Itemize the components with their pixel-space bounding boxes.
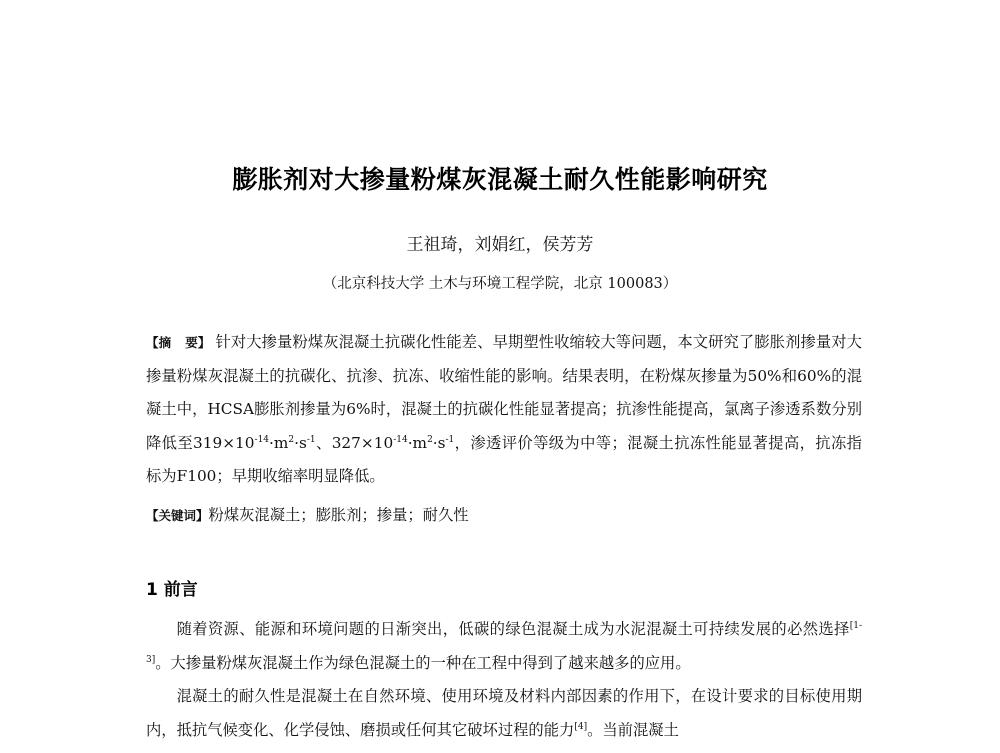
citation-ref: [4] — [574, 721, 588, 732]
author-list: 王祖琦，刘娟红，侯芳芳 — [406, 235, 594, 255]
keywords-block — [146, 499, 862, 533]
affiliation: （北京科技大学 土木与环境工程学院，北京 100083） — [322, 276, 678, 292]
paper-title: 膨胀剂对大掺量粉煤灰混凝土耐久性能影响研究 — [232, 165, 768, 194]
abstract-value-1: $319\times 10^{-14}\cdot m^2\cdot s^{-1}$ — [193, 433, 316, 452]
citation-ref: [1-3] — [146, 620, 862, 665]
body-text — [146, 613, 862, 753]
abstract-text-1: 针对大掺量粉煤灰混凝土抗碳化性能差、早期塑性收缩较大等问题，本文研究了膨胀剂掺量对大掺量粉煤灰混凝土的抗碳化、抗渗、抗冻、收缩性能的影响。结果表明，在粉煤灰掺量为50%和60%的混凝土中，HCSA膨胀剂掺量为6%时，混凝土的抗碳化性能显著提高；抗渗性能提高，氯离子渗透系数分别降低至 — [146, 333, 862, 452]
paragraph-2: 混凝土的耐久性是混凝土在自然环境、使用环境及材料内部因素的作用下，在设计要求的目标使用期内，抵抗气候变化、化学侵蚀、磨损或任何其它破坏过程的能力[4]。当前混凝土 — [146, 687, 862, 739]
abstract-label — [146, 335, 211, 350]
abstract-value-2: $327\times 10^{-14}\cdot m^2\cdot s^{-1}$ — [331, 433, 455, 452]
abstract-separator: 、 — [315, 433, 332, 452]
abstract-block — [146, 326, 862, 494]
paragraph-1: 随着资源、能源和环境问题的日渐突出，低碳的绿色混凝土成为水泥混凝土可持续发展的必然选择[1-3]。大掺量粉煤灰混凝土作为绿色混凝土的一种在工程中得到了越来越多的应用。 — [146, 620, 862, 672]
section-heading: 1 前言 — [146, 580, 198, 600]
keywords-label: 【关键词】 — [146, 508, 209, 523]
keywords-text: 粉煤灰混凝土；膨胀剂；掺量；耐久性 — [208, 506, 469, 524]
abstract-label-left: 【摘 — [146, 335, 172, 350]
abstract-label-right: 要】 — [185, 335, 211, 350]
abstract-text-2: ，渗透评价等级为中等；混凝土抗冻性能显著提高，抗冻指标为F100；早期收缩率明显降低。 — [146, 433, 862, 485]
